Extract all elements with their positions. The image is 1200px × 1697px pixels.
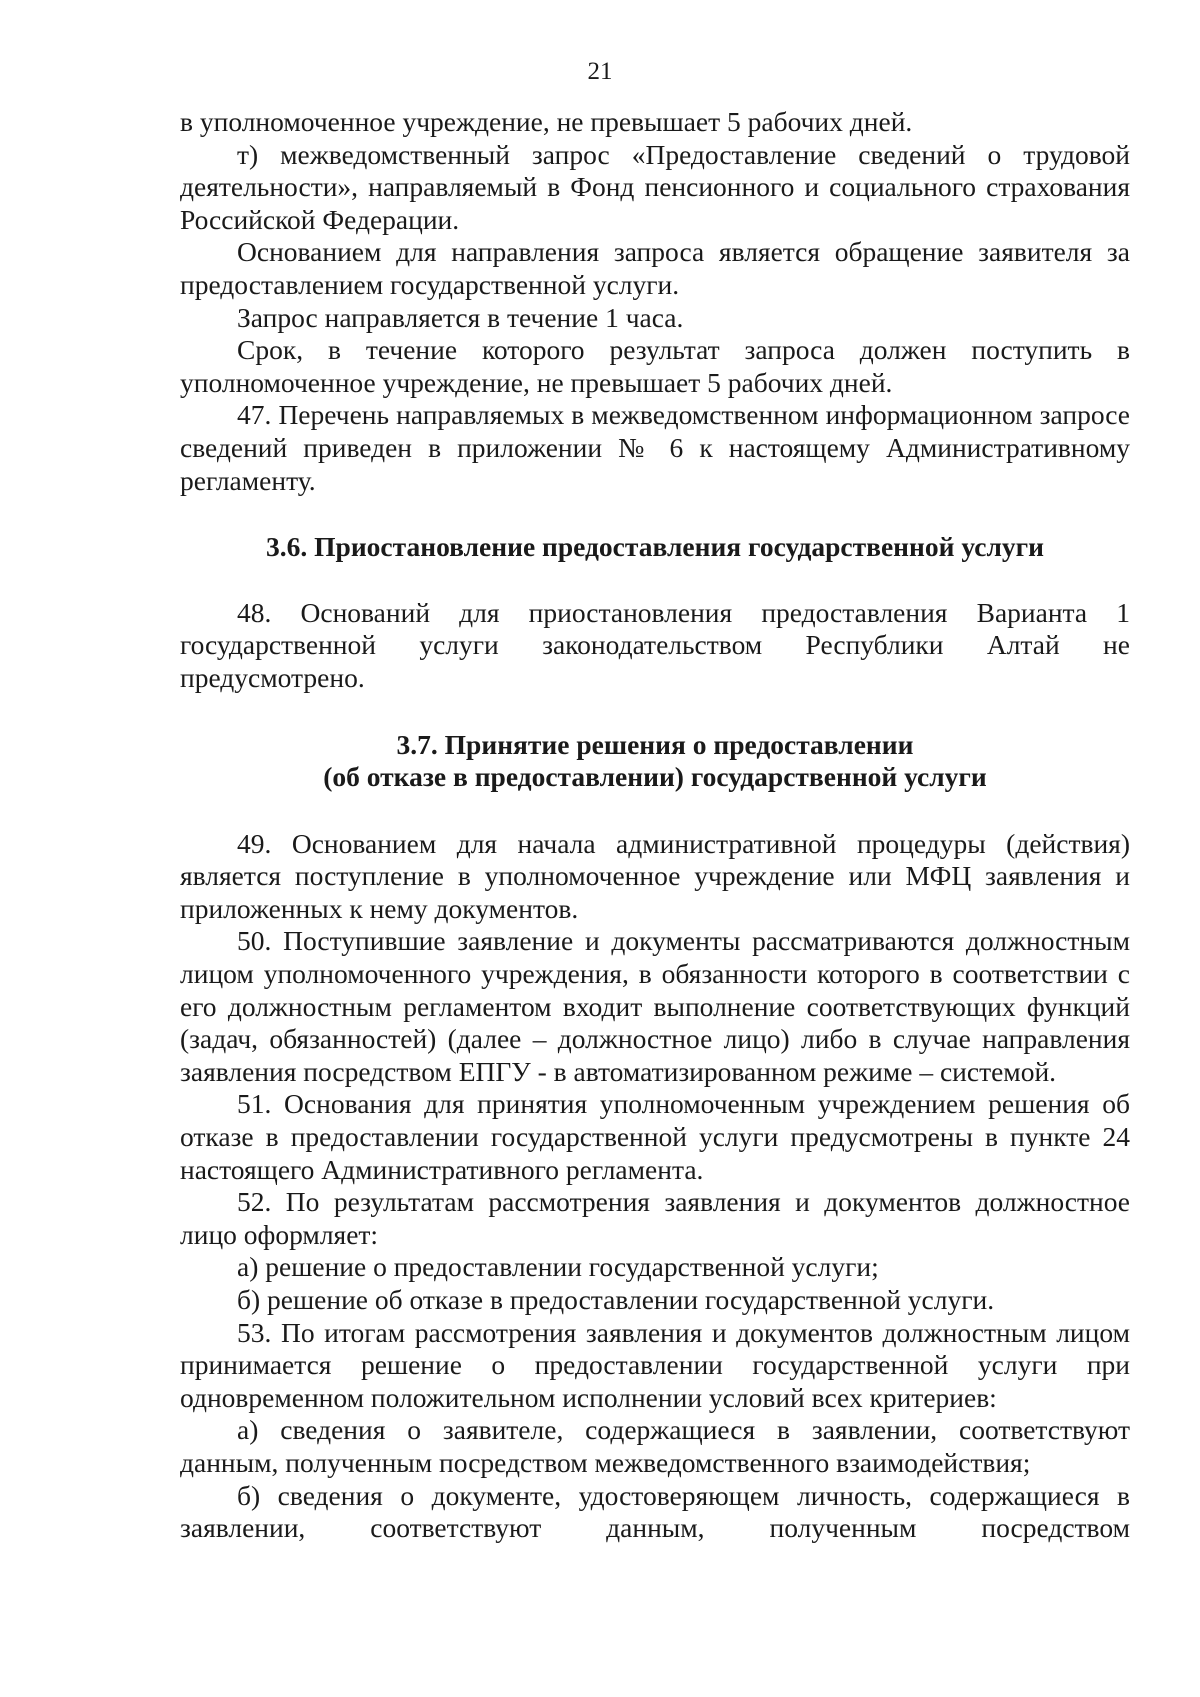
paragraph: а) сведения о заявителе, содержащиеся в заявлении, соответствуют данным, полученным посредством межведомственного взаимодействия; xyxy=(180,1414,1130,1478)
paragraph: Срок, в течение которого результат запроса должен поступить в уполномоченное учреждение, не превышает 5 рабочих дней. xyxy=(180,334,1130,398)
paragraph: 52. По результатам рассмотрения заявления и документов должностное лицо оформляет: xyxy=(180,1186,1130,1250)
paragraph: 49. Основанием для начала административной процедуры (действия) является поступление в уполномоченное учреждение или МФЦ заявления и приложенных к нему документов. xyxy=(180,827,1130,924)
document-body xyxy=(180,106,1130,1545)
paragraph: Запрос направляется в течение 1 часа. xyxy=(237,301,684,333)
paragraph: б) сведения о документе, удостоверяющем личность, содержащиеся в заявлении, соответствуют данным, полученным посредством xyxy=(180,1479,1130,1544)
page-number: 21 xyxy=(587,58,613,85)
paragraph: т) межведомственный запрос «Предоставление сведений о трудовой деятельности», направляемый в Фонд пенсионного и социального страхования Российской Федерации. xyxy=(180,138,1130,235)
heading-line: 3.7. Принятие решения о предоставлении xyxy=(396,728,914,760)
paragraph: 48. Оснований для приостановления предоставления Варианта 1 государственной услуги законодательством Республики Алтай не предусмотрено. xyxy=(180,596,1130,693)
section-heading-3-6: 3.6. Приостановление предоставления государственной услуги xyxy=(266,531,1044,563)
paragraph: 50. Поступившие заявление и документы рассматриваются должностным лицом уполномоченного учреждения, в обязанности которого в соответствии с его должностным регламентом входит выполнение соответствующих функций (задач, обязанностей) (далее – должностное лицо) либо в случае направления заявления посредством ЕПГУ - в автоматизированном режиме – системой. xyxy=(180,925,1130,1087)
paragraph: Основанием для направления запроса является обращение заявителя за предоставлением государственной услуги. xyxy=(180,236,1130,300)
heading-line: (об отказе в предоставлении) государственной услуги xyxy=(323,761,987,793)
paragraph: б) решение об отказе в предоставлении государственной услуги. xyxy=(237,1284,995,1315)
section-heading-3-7 xyxy=(180,729,1130,794)
paragraph: 47. Перечень направляемых в межведомственном информационном запросе сведений приведен в приложении № 6 к настоящему Административному регламенту. xyxy=(180,399,1130,496)
paragraph: 53. По итогам рассмотрения заявления и документов должностным лицом принимается решение о предоставлении государственной услуги при одновременном положительном исполнении условий всех критериев: xyxy=(180,1316,1130,1413)
paragraph: а) решение о предоставлении государственной услуги; xyxy=(237,1251,879,1283)
paragraph: 51. Основания для принятия уполномоченным учреждением решения об отказе в предоставлении государственной услуги предусмотрены в пункте 24 настоящего Административного регламента. xyxy=(180,1088,1130,1185)
paragraph: в уполномоченное учреждение, не превышает 5 рабочих дней. xyxy=(180,106,913,137)
